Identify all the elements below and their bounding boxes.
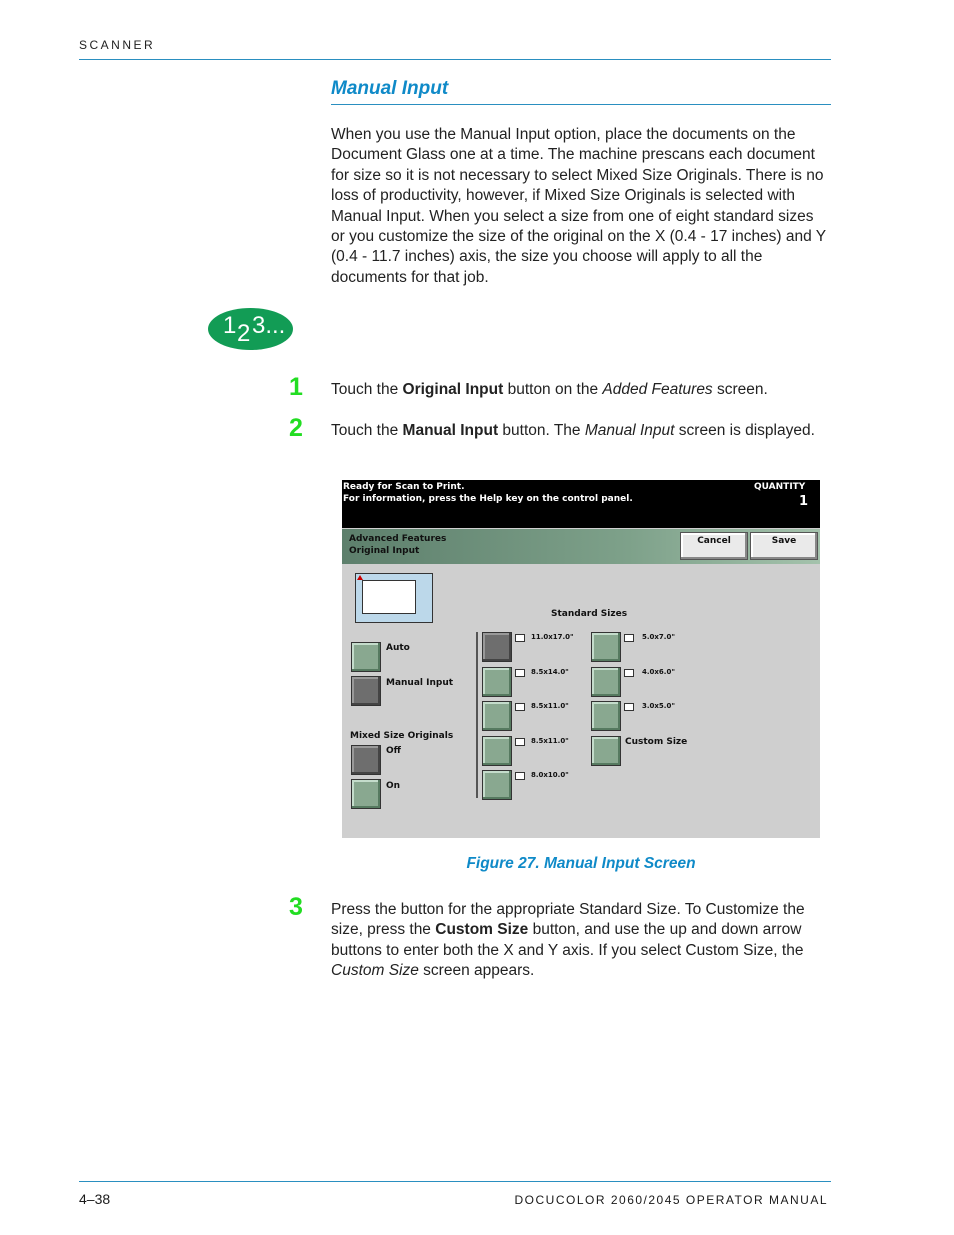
- size-label: 8.5x14.0": [531, 668, 569, 676]
- size-button-5x7[interactable]: [591, 632, 621, 662]
- size-button-8-5x11-b[interactable]: [482, 736, 512, 766]
- size-button-8-5x14[interactable]: [482, 667, 512, 697]
- original-preview-icon: [355, 573, 433, 623]
- section-title: Manual Input: [331, 78, 449, 99]
- size-button-3x5[interactable]: [591, 701, 621, 731]
- standard-sizes-heading: Standard Sizes: [551, 609, 628, 619]
- running-header-text: SCANNER: [79, 38, 156, 52]
- size-button-8x10[interactable]: [482, 770, 512, 800]
- badge-digit-2: 2: [237, 320, 251, 347]
- portrait-orientation-icon: [515, 772, 525, 780]
- size-label: 5.0x7.0": [642, 633, 675, 641]
- message-line-1: Ready for Scan to Print.: [343, 482, 465, 492]
- size-label: 8.5x11.0": [531, 702, 569, 710]
- manual-input-label: Manual Input: [386, 678, 454, 688]
- quantity-value: 1: [799, 494, 809, 509]
- mixed-on-label: On: [386, 781, 401, 791]
- custom-size-button[interactable]: [591, 736, 621, 766]
- steps-badge-icon: [208, 308, 293, 350]
- size-label: 8.0x10.0": [531, 771, 569, 779]
- feature-tab-bar: [342, 529, 820, 564]
- header-rule: [79, 59, 831, 60]
- landscape-orientation-icon: [515, 738, 525, 746]
- figure-caption: Figure 27. Manual Input Screen: [466, 855, 696, 872]
- manual-input-button[interactable]: [351, 676, 381, 706]
- quantity-label: QUANTITY: [754, 482, 806, 492]
- portrait-orientation-icon: [515, 634, 525, 642]
- footer-rule: [79, 1181, 831, 1182]
- landscape-orientation-icon: [515, 669, 525, 677]
- step-number-1: 1: [289, 373, 303, 401]
- portrait-orientation-icon: [624, 634, 634, 642]
- portrait-orientation-icon: [515, 703, 525, 711]
- intro-paragraph: When you use the Manual Input option, place the documents on the Document Glass one at a time. The machine prescans each document for size so it is not necessary to select Mixed Size Originals. There is no loss of productivity, however, if Mixed Size Originals is selected with Manual Input. When you select a size from one of eight standard sizes or you customize the size of the original on the X (0.4 - 17 inches) and Y (0.4 - 11.7 inches) axis, the size you choose will apply to all the documents for that job.: [331, 126, 826, 286]
- portrait-orientation-icon: [624, 703, 634, 711]
- tab-original-input: Original Input: [349, 546, 420, 556]
- cancel-button[interactable]: Cancel: [680, 532, 748, 560]
- running-header: [79, 38, 155, 52]
- manual-title: [515, 1193, 828, 1207]
- manual-title-text: DOCUCOLOR 2060/2045 OPERATOR MANUAL: [514, 1193, 828, 1207]
- size-button-11x17[interactable]: [482, 632, 512, 662]
- tab-advanced-features: Advanced Features: [349, 534, 447, 544]
- auto-button[interactable]: [351, 642, 381, 672]
- step-number-3: 3: [289, 893, 303, 921]
- custom-size-label: Custom Size: [625, 737, 688, 747]
- step-number-2: 2: [289, 414, 303, 442]
- page-number: 4–38: [79, 1191, 111, 1207]
- step-1-text: Touch the Original Input button on the Added Features screen.: [331, 381, 768, 398]
- mixed-off-button[interactable]: [351, 745, 381, 775]
- title-rule: [331, 104, 831, 105]
- badge-digit-1: 1: [223, 312, 237, 339]
- size-label: 4.0x6.0": [642, 668, 675, 676]
- message-area: [342, 480, 820, 528]
- badge-digit-3: 3...: [252, 312, 286, 339]
- size-button-8-5x11-a[interactable]: [482, 701, 512, 731]
- auto-label: Auto: [386, 643, 410, 653]
- manual-input-screen-figure: [342, 480, 820, 838]
- size-button-4x6[interactable]: [591, 667, 621, 697]
- portrait-orientation-icon: [624, 669, 634, 677]
- size-label: 8.5x11.0": [531, 737, 569, 745]
- save-button[interactable]: Save: [750, 532, 818, 560]
- size-label: 3.0x5.0": [642, 702, 675, 710]
- step-3-text: Press the button for the appropriate Standard Size. To Customize the size, press the Custom Size button, and use the up and down arrow buttons to enter both the X and Y axis. If you select Custom Size, the Custom Size screen appears.: [331, 901, 805, 980]
- mixed-off-label: Off: [386, 746, 401, 756]
- step-2-text: Touch the Manual Input button. The Manual Input screen is displayed.: [331, 422, 815, 439]
- mixed-size-originals-label: Mixed Size Originals: [350, 731, 454, 741]
- size-label: 11.0x17.0": [531, 633, 574, 641]
- message-line-2: For information, press the Help key on the control panel.: [343, 494, 633, 504]
- column-divider: [476, 632, 478, 798]
- mixed-on-button[interactable]: [351, 779, 381, 809]
